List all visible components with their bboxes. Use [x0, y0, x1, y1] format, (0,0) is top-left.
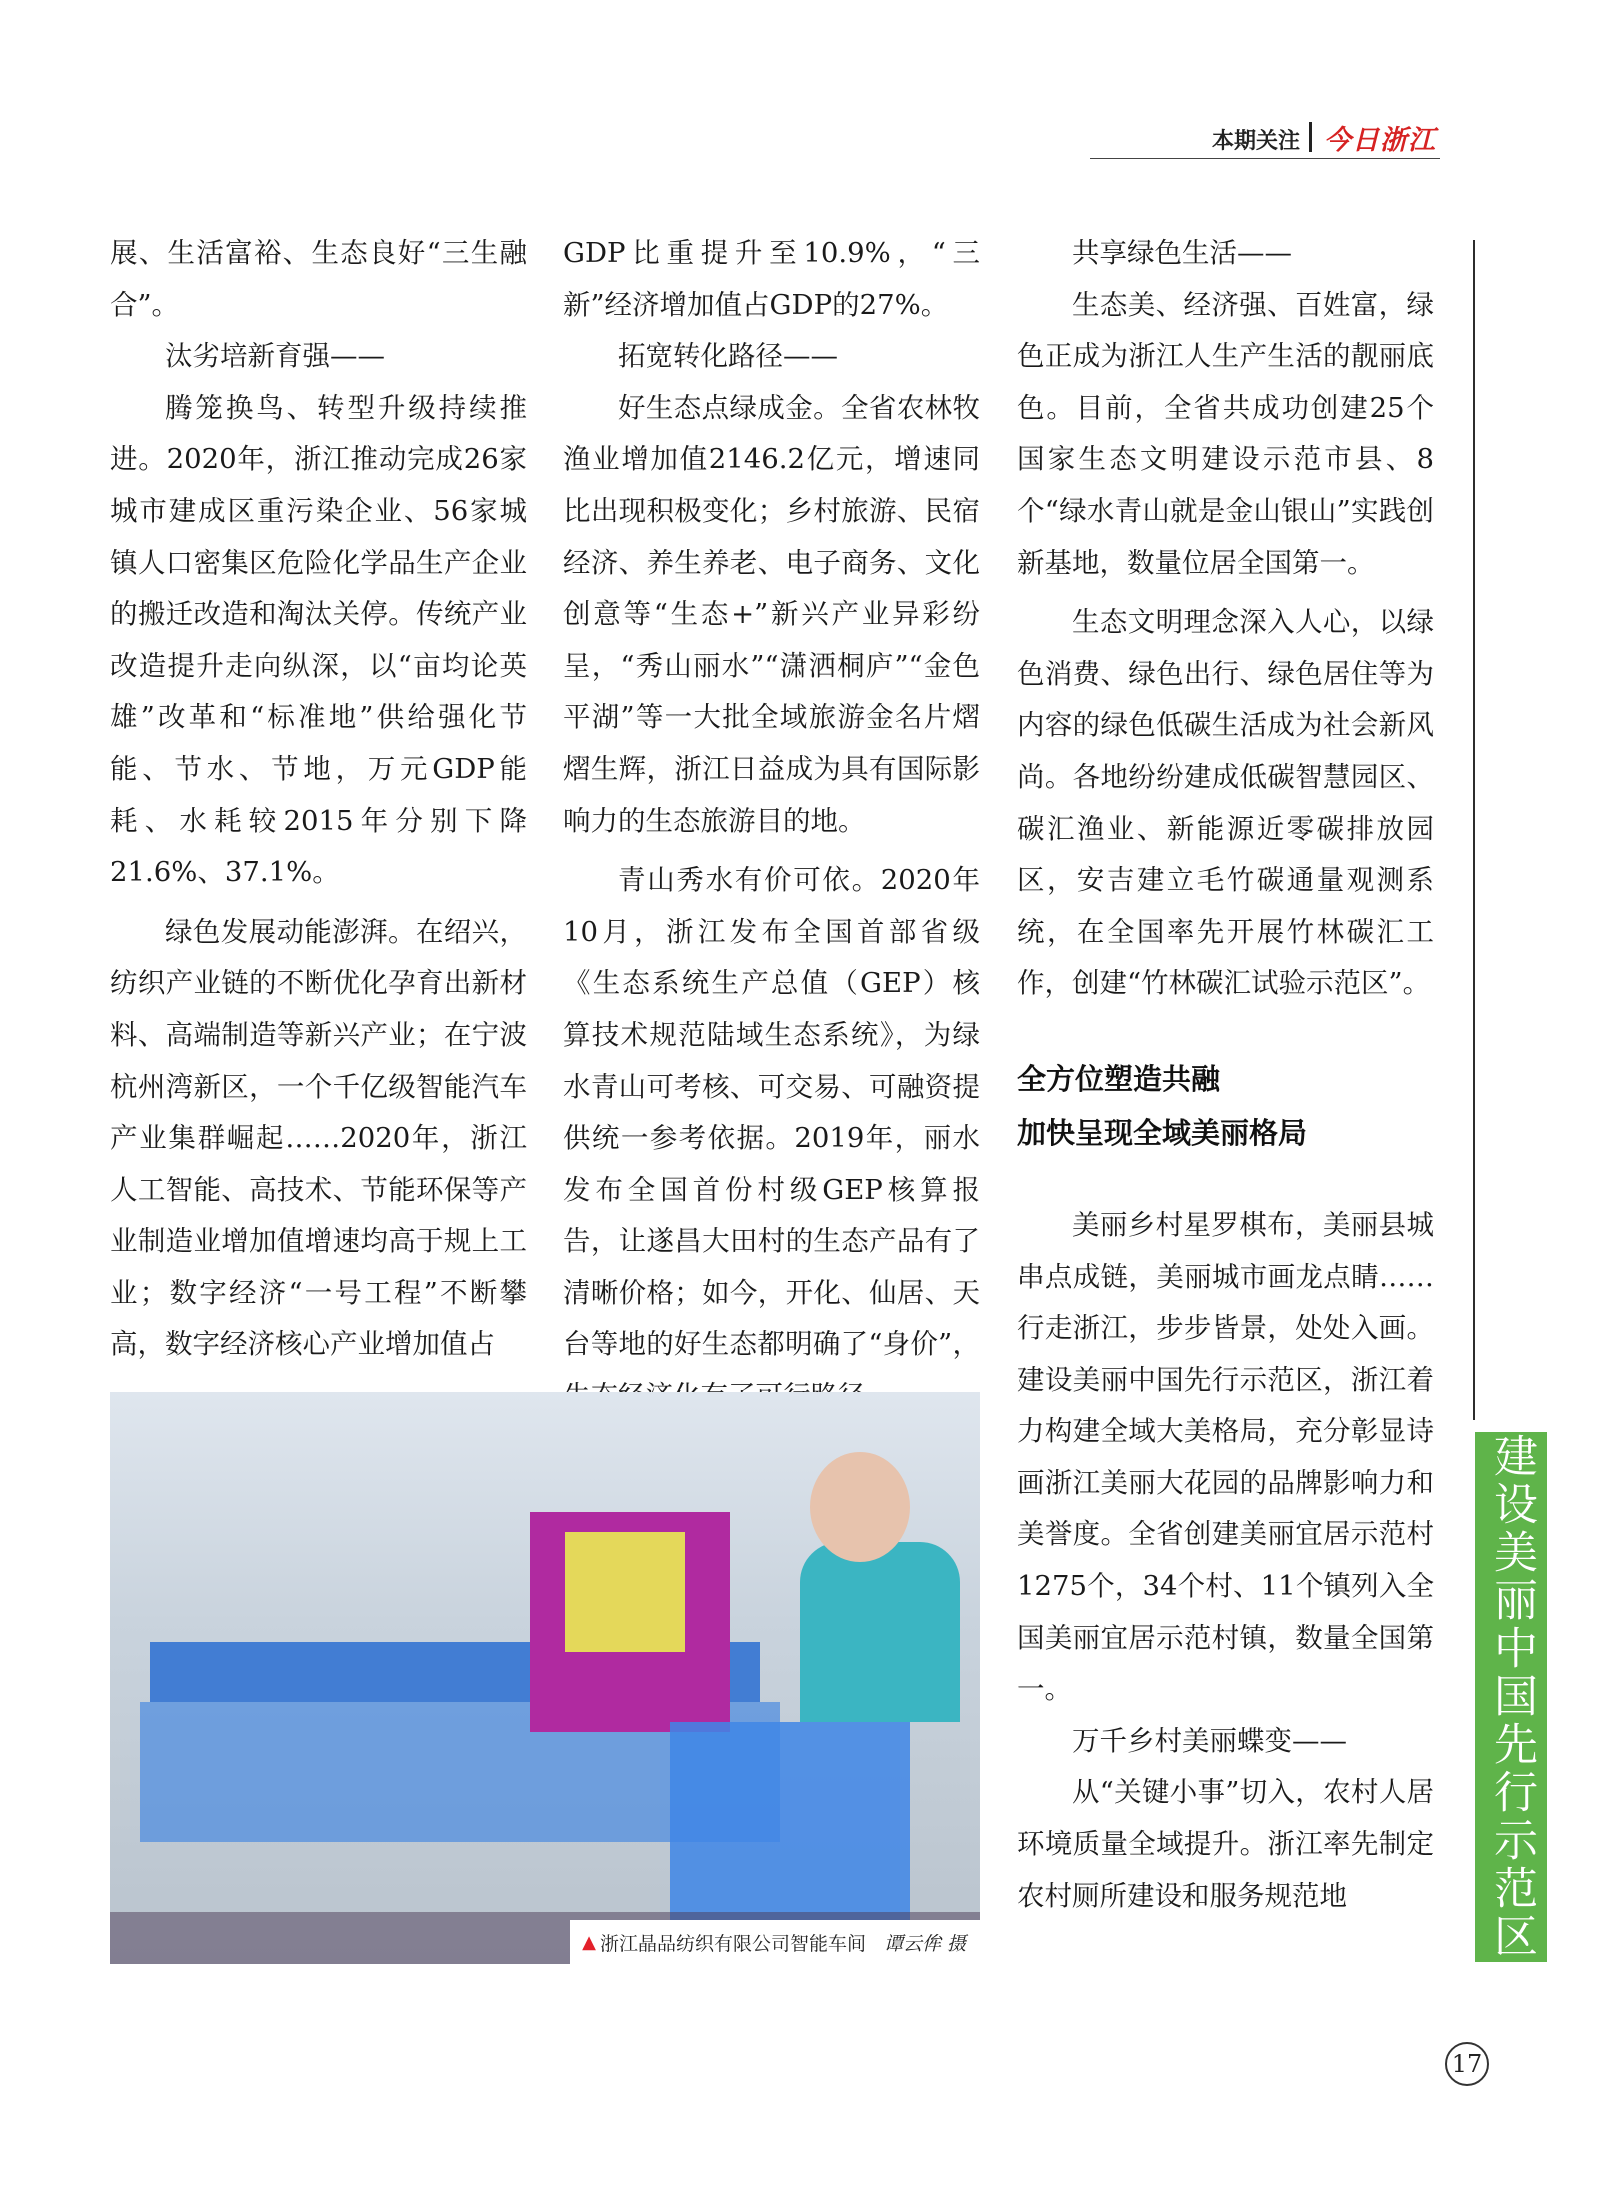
subheading: 共享绿色生活—— [1072, 237, 1292, 269]
paragraph: 好生态点绿成金。全省农林牧渔业增加值2146.2亿元，增速同比出现积极变化；乡村旅游、民宿经济、养生养老、电子商务、文化创意等“生态+”新兴产业异彩纷呈，“秀山丽水”“潇洒桐庐”“金色平湖”等一大批全域旅游金名片熠熠生辉，浙江日益成为具有国际影响力的生态旅游目的地。 [563, 391, 980, 837]
section-heading [1017, 1052, 1434, 1160]
page-number: 17 [1445, 2042, 1489, 2086]
running-header [1090, 118, 1440, 159]
paragraph: 青山秀水有价可依。2020年10月，浙江发布全国首部省级《生态系统生产总值（GEP）核算技术规范陆域生态系统》，为绿水青山可考核、可交易、可融资提供统一参考依据。2019年，丽水发布全国首份村级GEP核算报告，让遂昌大田村的生态产品有了清晰价格；如今，开化、仙居、天台等地的好生态都明确了“身价”， [563, 864, 980, 1361]
paragraph: GDP比重提升至10.9%，“三新”经济增加值占GDP的27%。 [563, 237, 980, 321]
heading-line-2: 加快呈现全域美丽格局 [1017, 1115, 1308, 1150]
paragraph: 展、生活富裕、生态良好“三生融合”。 [110, 237, 527, 321]
paragraph: 腾笼换鸟、转型升级持续推进。2020年，浙江推动完成26家城市建成区重污染企业、56家城镇人口密集区危险化学品生产企业的搬迁改造和淘汰关停。传统产业改造提升走向纵深，以“亩均论英雄”改革和“标准地”供给强化节能、节水、节地，万元GDP能耗、水耗较2015年分别下降21.6%、37.1%。 [110, 391, 527, 889]
heading-line-1: 全方位塑造共融 [1017, 1061, 1221, 1096]
photo-credit: 谭云侔 摄 [883, 1932, 966, 1955]
subheading: 汰劣培新育强—— [165, 340, 385, 373]
text-column-2 [563, 228, 980, 1423]
paragraph: 生态美、经济强、百姓富，绿色正成为浙江人生产生活的靓丽底色。目前，全省共成功创建25个国家生态文明建设示范市县、8个“绿水青山就是金山银山”实践创新基地，数量位居全国第一。 [1017, 288, 1434, 579]
column-tab [1475, 1432, 1547, 1962]
paragraph: 生态文明理念深入人心，以绿色消费、绿色出行、绿色居住等为内容的绿色低碳生活成为社会新风尚。各地纷纷建成低碳智慧园区、碳汇渔业、新能源近零碳排放园区，安吉建立毛竹碳通量观测系统，在全国率先开展竹林碳汇工作，创建“竹林碳汇试验示范区”。 [1017, 606, 1434, 1000]
factory-photo [110, 1392, 980, 1964]
column-tab-label: 建设美丽中国先行示范区 [1486, 1433, 1537, 1961]
subheading: 拓宽转化路径—— [618, 340, 838, 373]
paragraph: 绿色发展动能澎湃。在绍兴，纺织产业链的不断优化孕育出新材料、高端制造等新兴产业；在宁波杭州湾新区，一个千亿级智能汽车产业集群崛起……2020年，浙江人工智能、高技术、节能环保等产业制造业增加值增速均高于规上工业；数字经济“一号工程”不断攀高，数字经济核心产业增加值占 [110, 915, 527, 1361]
magazine-logo: 今日浙江 [1324, 125, 1436, 156]
caption-text: 浙江晶品纺织有限公司智能车间 [599, 1932, 866, 1955]
header-divider [1309, 122, 1312, 152]
section-title: 本期关注 [1211, 129, 1300, 154]
triangle-icon: ▲ [582, 1931, 596, 1953]
paragraph: 从“关键小事”切入，农村人居环境质量全域提升。浙江率先制定农村厕所建设和服务规范地 [1017, 1776, 1434, 1912]
subheading: 万千乡村美丽蝶变—— [1072, 1724, 1347, 1757]
text-column-3 [1017, 228, 1434, 1922]
paragraph: 美丽乡村星罗棋布，美丽县城串点成链，美丽城市画龙点睛……行走浙江，步步皆景，处处入画。建设美丽中国先行示范区，浙江着力构建全域大美格局，充分彰显诗画浙江美丽大花园的品牌影响力和美誉度。全省创建美丽宜居示范村1275个，34个村、11个镇列入全国美丽宜居示范村镇，数量全国第一。 [1017, 1208, 1434, 1706]
text-column-1 [110, 228, 527, 1371]
photo-caption [570, 1920, 980, 1964]
side-rule [1473, 240, 1475, 1420]
